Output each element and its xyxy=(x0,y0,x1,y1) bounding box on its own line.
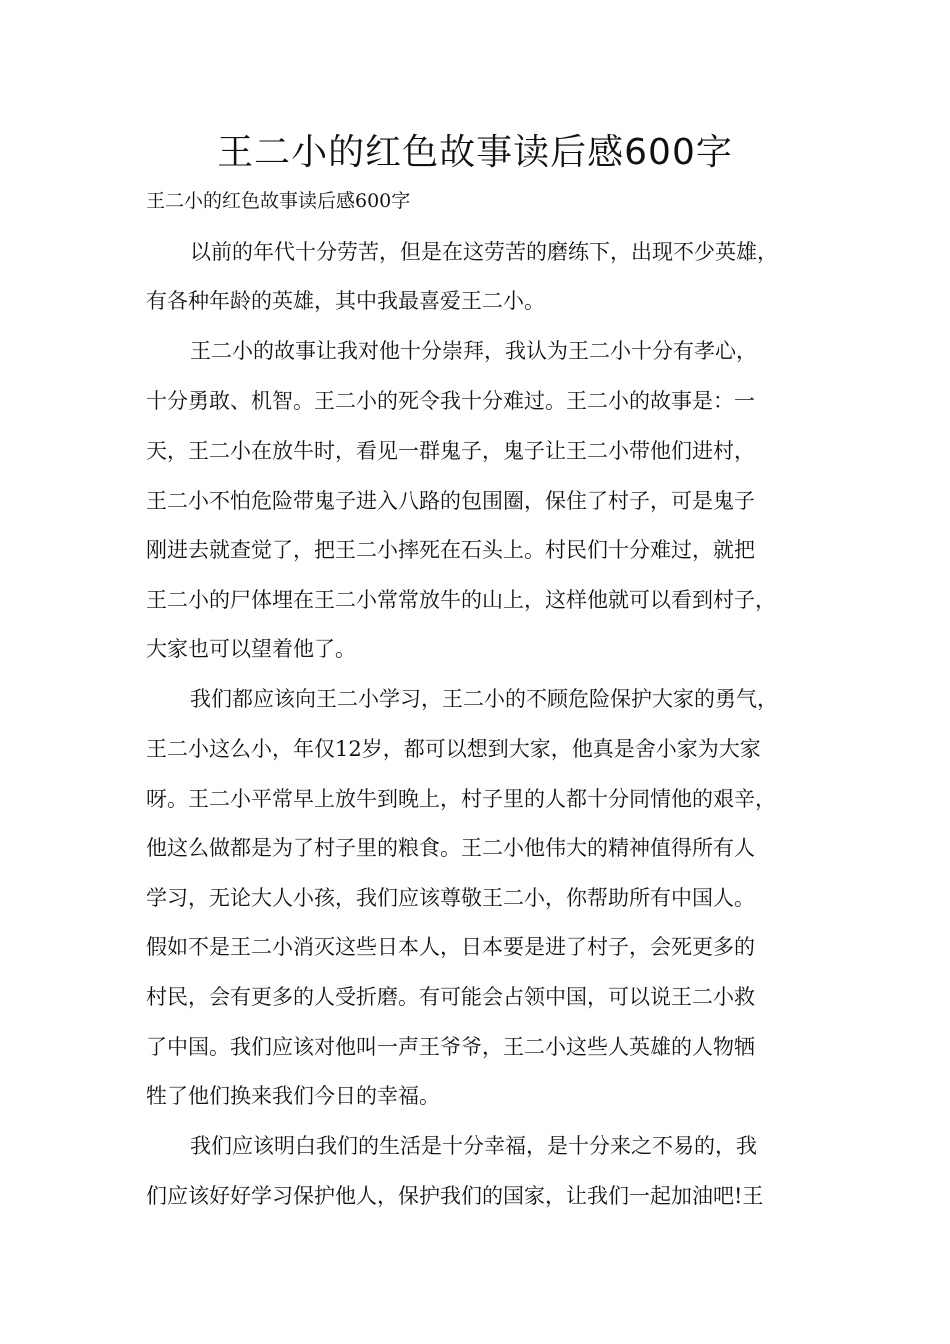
paragraph-line: 我们应该明白我们的生活是十分幸福，是十分来之不易的，我 xyxy=(190,1134,757,1158)
paragraph-line: 牲了他们换来我们今日的幸福。 xyxy=(146,1084,440,1108)
paragraph-line: 王二小的故事让我对他十分崇拜，我认为王二小十分有孝心， xyxy=(190,339,757,363)
paragraph-line: 他这么做都是为了村子里的粮食。王二小他伟大的精神值得所有人 xyxy=(146,836,755,860)
paragraph-line: 王二小不怕危险带鬼子进入八路的包围圈，保住了村子，可是鬼子 xyxy=(146,489,755,513)
paragraph-line: 学习，无论大人小孩，我们应该尊敬王二小，你帮助所有中国人。 xyxy=(146,886,755,910)
paragraph-line: 王二小的尸体埋在王二小常常放牛的山上，这样他就可以看到村子， xyxy=(146,588,776,612)
paragraph-line: 大家也可以望着他了。 xyxy=(146,637,356,661)
paragraph-line: 天，王二小在放牛时，看见一群鬼子，鬼子让王二小带他们进村， xyxy=(146,439,755,463)
paragraph-line: 假如不是王二小消灭这些日本人，日本要是进了村子，会死更多的 xyxy=(146,935,755,959)
document-title: 王二小的红色故事读后感600字 xyxy=(217,132,733,173)
paragraph-line: 们应该好好学习保护他人，保护我们的国家，让我们一起加油吧!王 xyxy=(146,1184,764,1208)
paragraph-line: 以前的年代十分劳苦，但是在这劳苦的磨练下，出现不少英雄， xyxy=(190,240,778,264)
paragraph-line: 我们都应该向王二小学习，王二小的不顾危险保护大家的勇气， xyxy=(190,687,778,711)
document-subtitle: 王二小的红色故事读后感600字 xyxy=(146,190,411,212)
paragraph-line: 王二小这么小，年仅12岁，都可以想到大家，他真是舍小家为大家 xyxy=(146,737,761,761)
paragraph-line: 刚进去就查觉了，把王二小摔死在石头上。村民们十分难过，就把 xyxy=(146,538,755,562)
paragraph-line: 有各种年龄的英雄，其中我最喜爱王二小。 xyxy=(146,289,545,313)
paragraph-line: 村民，会有更多的人受折磨。有可能会占领中国，可以说王二小救 xyxy=(146,985,755,1009)
paragraph-line: 呀。王二小平常早上放牛到晚上，村子里的人都十分同情他的艰辛， xyxy=(146,787,776,811)
paragraph-line: 了中国。我们应该对他叫一声王爷爷，王二小这些人英雄的人物牺 xyxy=(146,1035,755,1059)
paragraph-line: 十分勇敢、机智。王二小的死令我十分难过。王二小的故事是：一 xyxy=(146,389,755,413)
